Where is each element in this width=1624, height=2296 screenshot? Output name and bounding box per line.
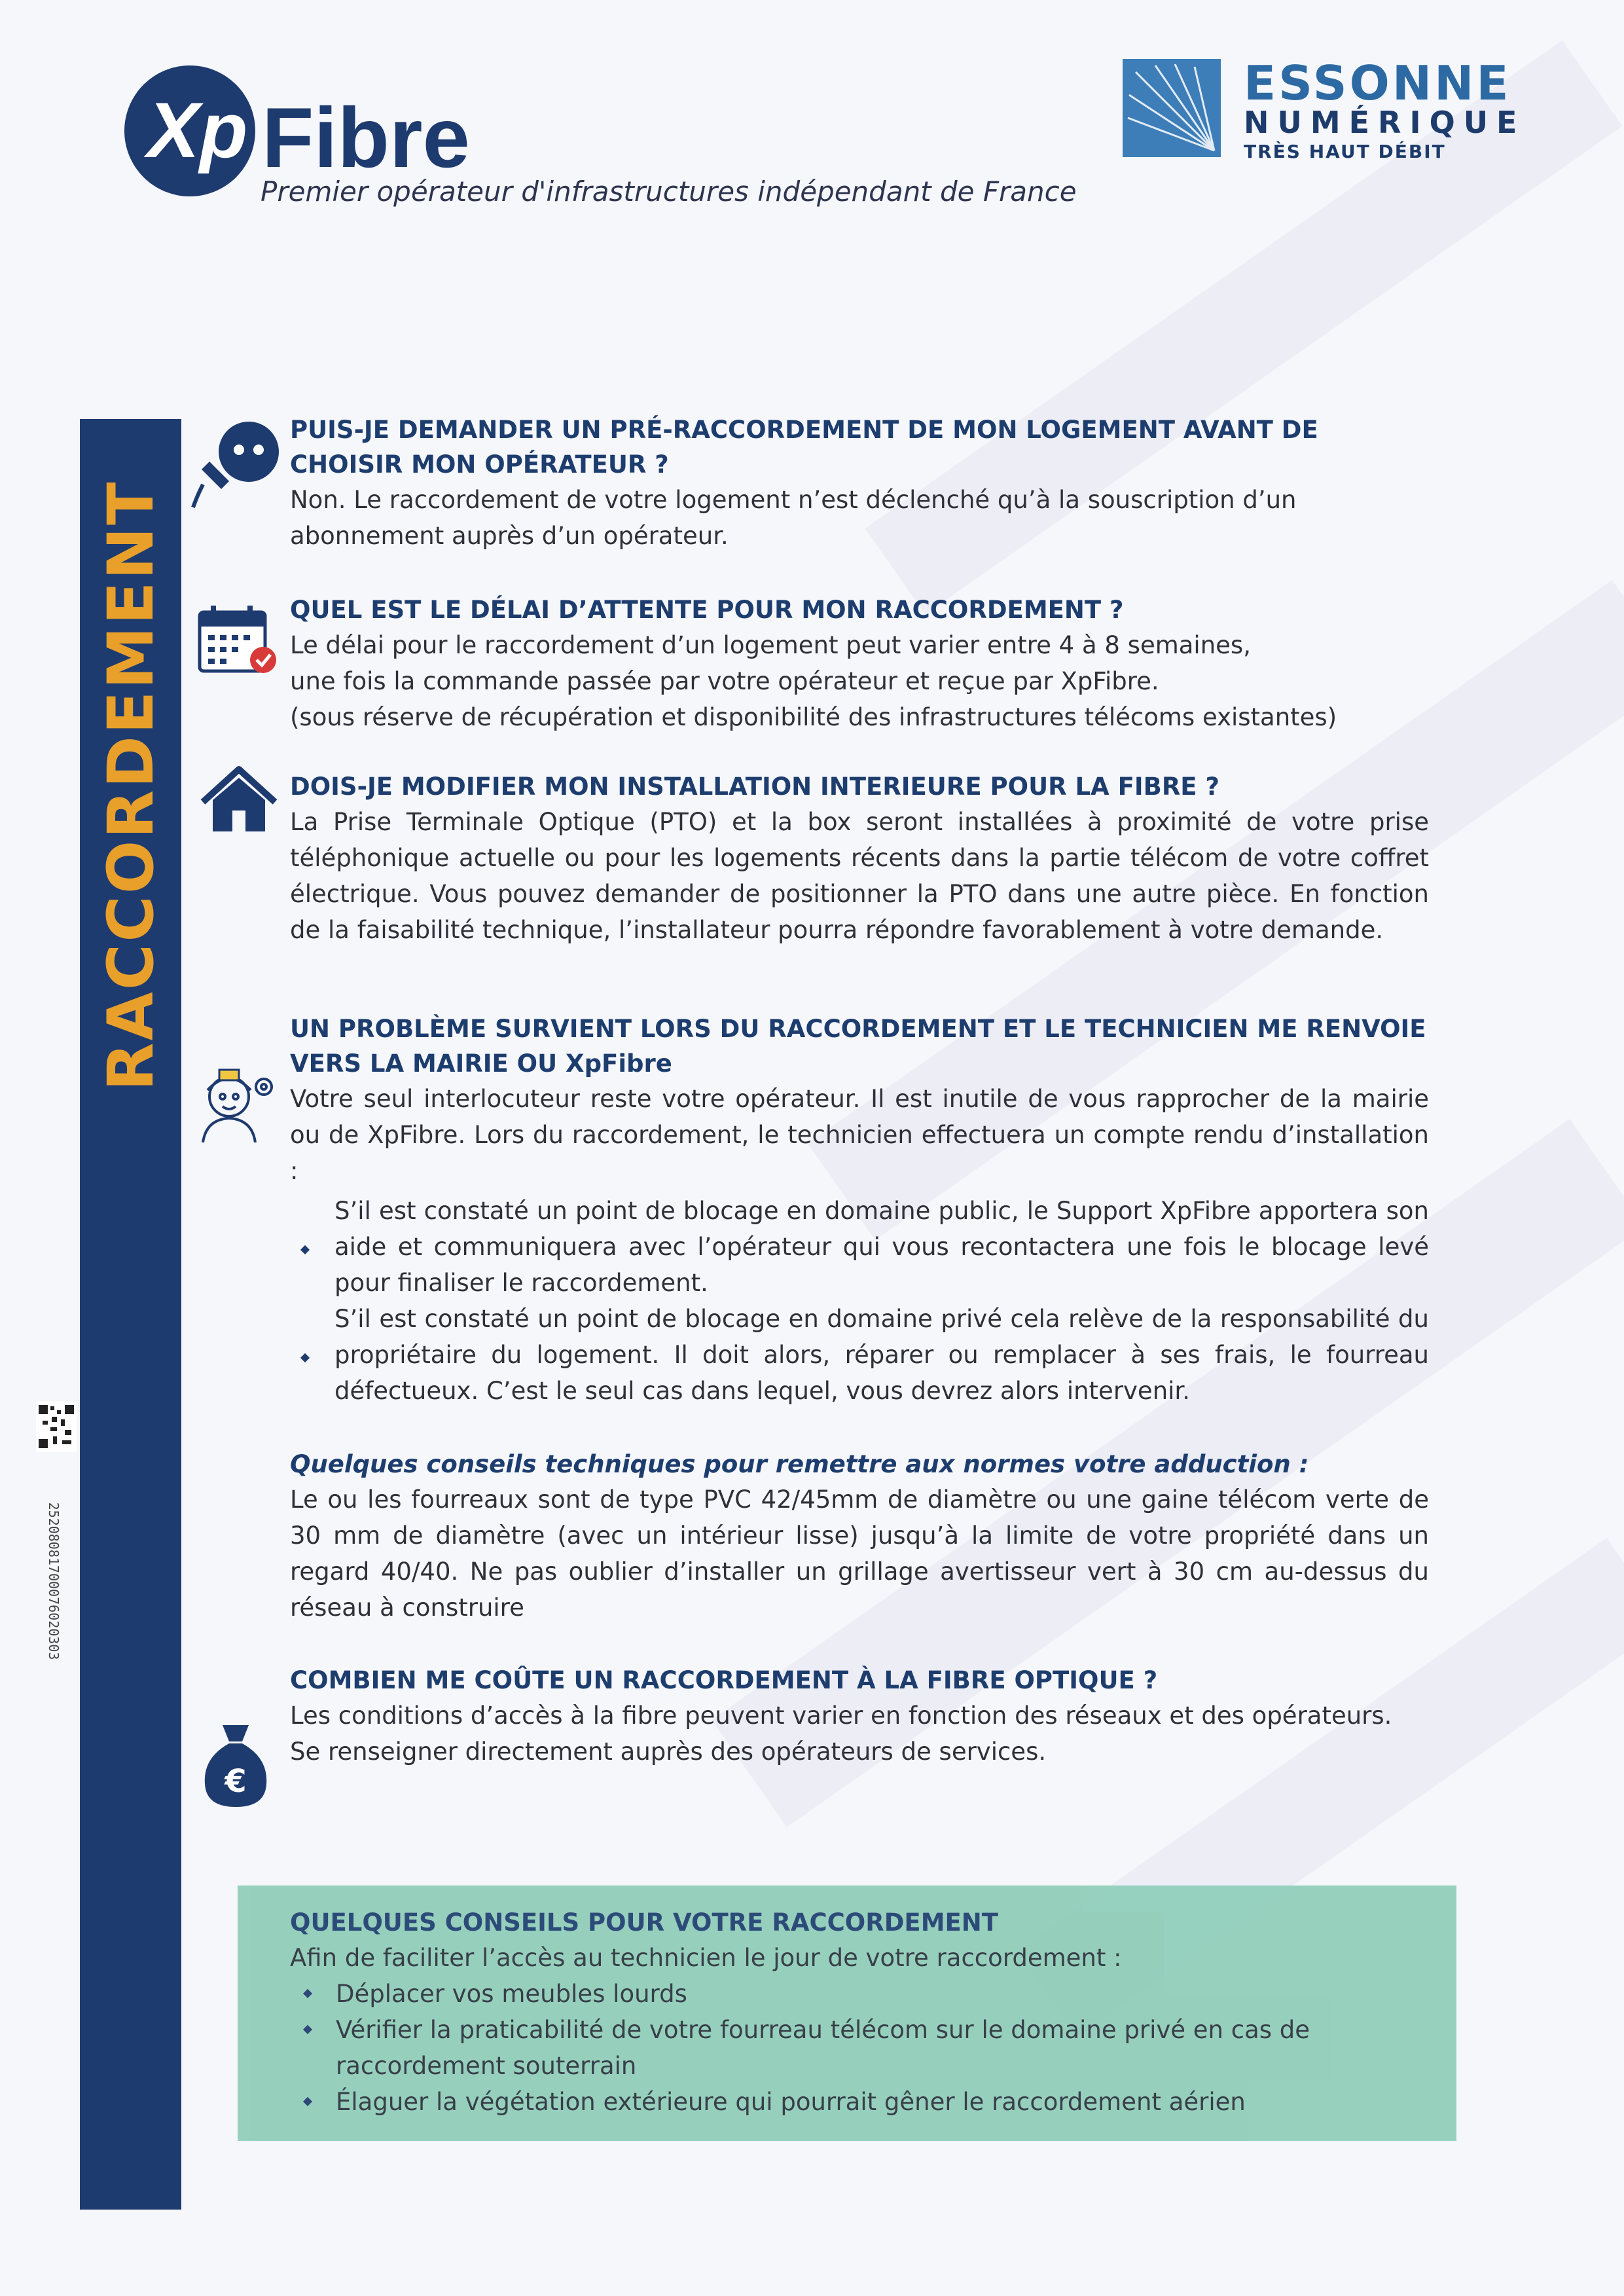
bullet-icon	[303, 2097, 312, 2106]
money-bag-icon	[200, 1719, 272, 1810]
advice-box	[238, 1886, 1456, 2141]
serial-number: 25208081700076020303	[46, 1502, 62, 1660]
header	[0, 0, 1624, 236]
bullet-icon	[300, 1353, 310, 1362]
technical-tips	[290, 1447, 1429, 1626]
list-item: S’il est constaté un point de blocage en domaine public, le Support XpFibre apportera son aide et communiquera avec l’opérateur qui vous recontactera une fois le blocage levé pour finaliser le raccordement.	[290, 1193, 1429, 1301]
technician-icon	[193, 1061, 278, 1146]
faq-delai	[290, 592, 1429, 735]
partner-subtitle: NUMÉRIQUE	[1244, 105, 1526, 140]
house-icon	[200, 766, 278, 835]
advice-list	[290, 1976, 1403, 2120]
question-heading: PUIS-JE DEMANDER UN PRÉ-RACCORDEMENT DE MON LOGEMENT AVANT DE CHOISIR MON OPÉRATEUR ?	[290, 416, 1318, 479]
answer-note: (sous réserve de récupération et disponibilité des infrastructures télécoms existantes)	[290, 703, 1337, 731]
answer-text: Votre seul interlocuteur reste votre opérateur. Il est inutile de vous rapprocher de la mairie ou de XpFibre. Lors du raccordement, le technicien effectuera un compte rendu d’installation :	[290, 1085, 1429, 1185]
answer-text: Les conditions d’accès à la fibre peuvent varier en fonction des réseaux et des opérateurs.	[290, 1702, 1392, 1730]
answer-text: La Prise Terminale Optique (PTO) et la box seront installées à proximité de votre prise téléphonique actuelle ou pour les logements récents dans la partie télécom de votre coffret électrique. Vous pouvez demander de positionner la PTO dans une autre pièce. En fonction de la faisabilité technique, l’installateur pourra répondre favorablement à votre demande.	[290, 808, 1429, 944]
tips-text: Le ou les fourreaux sont de type PVC 42/45mm de diamètre ou une gaine télécom verte de 30 mm de diamètre (avec un intérieur lisse) jusqu’à la limite de votre propriété dans un regard 40/40. Ne pas oublier d’installer un grillage avertisseur vert à 30 cm au-dessus du réseau à construire	[290, 1485, 1429, 1622]
list-item: Élaguer la végétation extérieure qui pourrait gêner le raccordement aérien	[290, 2084, 1403, 2120]
plug-icon	[190, 416, 281, 514]
faq-preraccordement	[290, 412, 1429, 554]
logo-fibre-text: Fibre	[262, 90, 470, 185]
answer-text: Non. Le raccordement de votre logement n’est déclenché qu’à la souscription d’un abonnement auprès d’un opérateur.	[290, 486, 1297, 550]
tips-heading: Quelques conseils techniques pour remettre aux normes votre adduction :	[290, 1450, 1309, 1478]
qr-code-icon	[36, 1401, 77, 1452]
question-heading: COMBIEN ME COÛTE UN RACCORDEMENT À LA FIBRE OPTIQUE ?	[290, 1666, 1158, 1694]
question-heading: UN PROBLÈME SURVIENT LORS DU RACCORDEMENT ET LE TECHNICIEN ME RENVOIE VERS LA MAIRIE OU XpFibre	[290, 1015, 1426, 1078]
faq-probleme	[290, 1011, 1429, 1409]
svg-text:€: €	[225, 1763, 247, 1800]
list-item: Déplacer vos meubles lourds	[290, 1976, 1403, 2012]
question-heading: DOIS-JE MODIFIER MON INSTALLATION INTERIEURE POUR LA FIBRE ?	[290, 773, 1219, 801]
advice-title: QUELQUES CONSEILS POUR VOTRE RACCORDEMENT	[290, 1908, 998, 1937]
faq-cout	[290, 1663, 1429, 1770]
list-item: Vérifier la praticabilité de votre fourreau télécom sur le domaine privé en cas de raccordement souterrain	[290, 2012, 1403, 2084]
bullet-icon	[303, 1989, 312, 1998]
partner-name: ESSONNE	[1244, 56, 1511, 111]
advice-intro: Afin de faciliter l’accès au technicien le jour de votre raccordement :	[290, 1944, 1122, 1972]
logo-xp-text: Xp	[147, 86, 248, 174]
faq-installation	[290, 769, 1429, 948]
partner-tagline: TRÈS HAUT DÉBIT	[1244, 141, 1446, 162]
answer-text: une fois la commande passée par votre opérateur et reçue par XpFibre.	[290, 667, 1159, 695]
answer-text: Le délai pour le raccordement d’un logement peut varier entre 4 à 8 semaines,	[290, 631, 1251, 659]
bullet-icon	[300, 1245, 310, 1254]
calendar-icon	[196, 602, 281, 678]
question-heading: QUEL EST LE DÉLAI D’ATTENTE POUR MON RACCORDEMENT ?	[290, 596, 1124, 624]
list-item: S’il est constaté un point de blocage en domaine privé cela relève de la responsabilité du propriétaire du logement. Il doit alors, réparer ou remplacer à ses frais, le fourreau défectueux. C’est le seul cas dans lequel, vous devrez alors intervenir.	[290, 1301, 1429, 1409]
answer-text: Se renseigner directement auprès des opérateurs de services.	[290, 1738, 1047, 1766]
bullet-icon	[303, 2025, 312, 2034]
tagline: Premier opérateur d'infrastructures indépendant de France	[261, 175, 1077, 208]
essonne-numerique-logo	[1123, 59, 1221, 157]
